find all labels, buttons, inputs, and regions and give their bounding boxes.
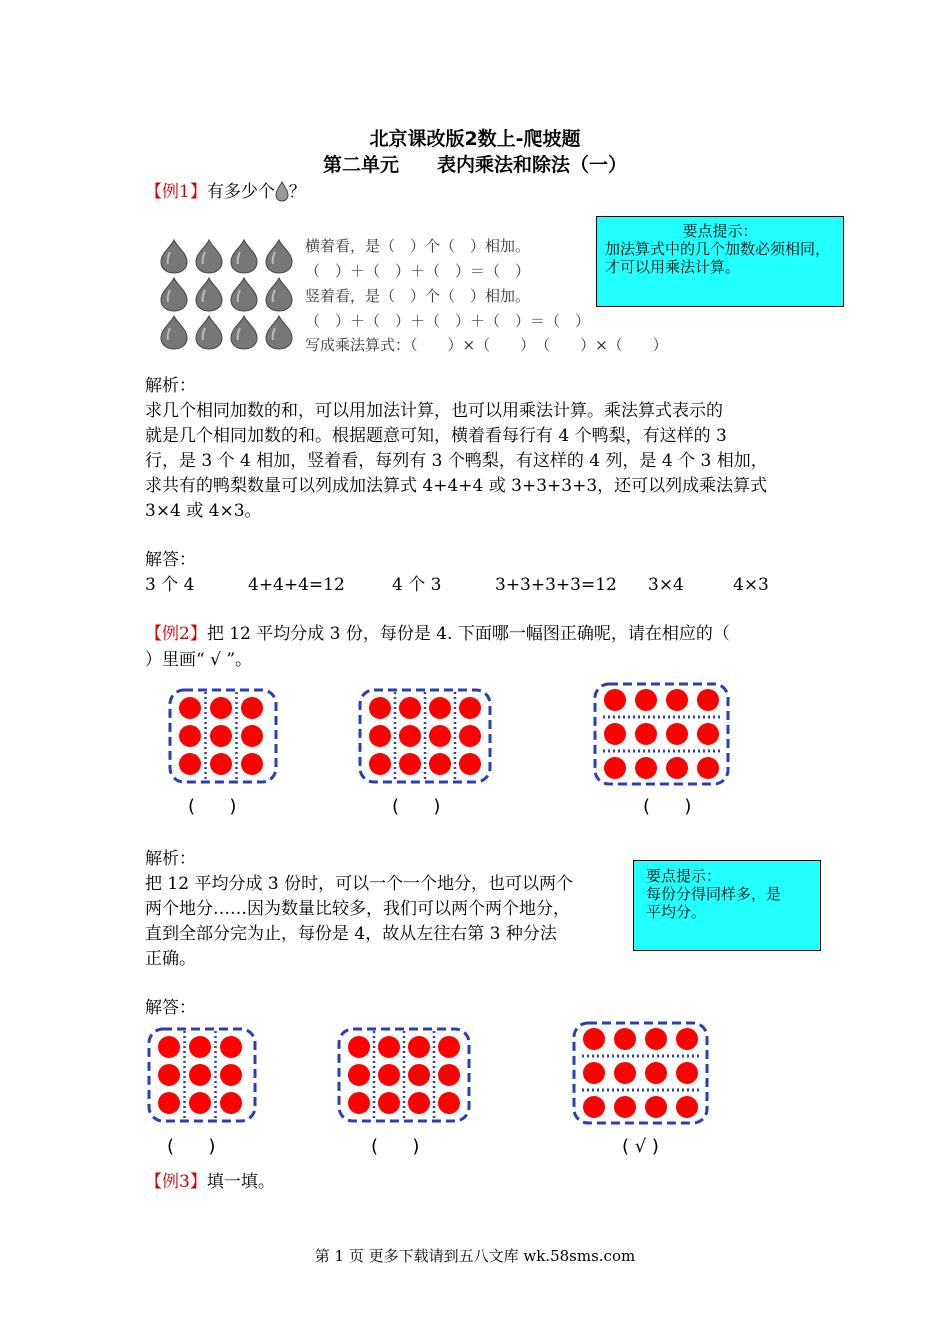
pear-icon <box>275 181 289 201</box>
pear-icon <box>161 240 187 273</box>
red-dot <box>158 1064 180 1086</box>
red-dot <box>189 1036 211 1058</box>
division-figure-c <box>593 682 730 786</box>
example-3-text: 填一填。 <box>206 1172 275 1192</box>
red-dot <box>210 753 232 775</box>
red-dot <box>635 723 657 745</box>
red-dot <box>604 757 626 779</box>
red-dot <box>408 1064 430 1086</box>
red-dot <box>158 1092 180 1114</box>
red-dot <box>635 757 657 779</box>
unit-title: 第二单元 表内乘法和除法（一） <box>322 154 627 176</box>
pear-icon <box>231 316 257 349</box>
pear-icon <box>196 278 222 311</box>
ex1-answer-item: 4+4+4=12 <box>248 575 345 595</box>
answer-paren-b: ( ) <box>371 1136 420 1157</box>
red-dot <box>429 697 451 719</box>
red-dot <box>645 1096 667 1118</box>
red-dot <box>438 1064 460 1086</box>
red-dot <box>645 1062 667 1084</box>
ex1-answer-item: 4×3 <box>733 575 769 595</box>
red-dot <box>666 757 688 779</box>
answer-figure-c <box>572 1021 709 1125</box>
example-2-question-line-2: ）里画“ √ ”。 <box>145 650 253 670</box>
division-figure-a <box>168 688 278 784</box>
ex2-analysis-line: 两个地分……因为数量比较多，我们可以两个两个地分， <box>145 899 570 919</box>
red-dot <box>408 1036 430 1058</box>
red-dot <box>583 1096 605 1118</box>
red-dot <box>676 1096 698 1118</box>
red-dot <box>614 1062 636 1084</box>
example-2-question <box>145 622 730 647</box>
red-dot <box>378 1092 400 1114</box>
hint-box-2-body: 每份分得同样多，是 <box>646 885 782 903</box>
red-dot <box>408 1092 430 1114</box>
doc-title: 北京课改版2数上-爬坡题 <box>369 128 581 150</box>
ex1-analysis-label: 解析： <box>145 376 196 396</box>
red-dot <box>459 697 481 719</box>
red-dot <box>429 753 451 775</box>
red-dot <box>189 1092 211 1114</box>
red-dot <box>369 753 391 775</box>
ex1-answer-label: 解答： <box>145 550 196 570</box>
example-1-tag: 【例1】 <box>145 182 207 202</box>
answer-paren-b[interactable]: ( ) <box>392 796 441 817</box>
ex2-analysis-line: 正确。 <box>145 949 196 969</box>
ex1-answer-item: 3 个 4 <box>145 575 195 595</box>
ex1-analysis-line: 3×4 或 4×3。 <box>145 501 262 521</box>
red-dot <box>241 697 263 719</box>
hint-box-1-title: 要点提示： <box>682 222 758 240</box>
ex1-line-2: （ ）＋（ ）＋（ ）＝（ ） <box>305 262 531 280</box>
red-dot <box>614 1096 636 1118</box>
red-dot <box>645 1028 667 1050</box>
red-dot <box>189 1064 211 1086</box>
red-dot <box>369 725 391 747</box>
red-dot <box>369 697 391 719</box>
red-dot <box>158 1036 180 1058</box>
red-dot <box>378 1036 400 1058</box>
red-dot <box>179 753 201 775</box>
pear-icon <box>266 316 292 349</box>
ex1-line-5: 写成乘法算式：（ ）×（ ） （ ）×（ ） <box>305 336 668 354</box>
red-dot <box>666 689 688 711</box>
red-dot <box>241 753 263 775</box>
red-dot <box>459 753 481 775</box>
red-dot <box>459 725 481 747</box>
answer-paren-c[interactable]: ( ) <box>643 796 692 817</box>
red-dot <box>604 689 626 711</box>
red-dot <box>348 1064 370 1086</box>
ex2-analysis-label: 解析： <box>145 849 196 869</box>
example-1-question-text: 有多少个 <box>206 182 275 202</box>
hint-box-2 <box>633 860 821 951</box>
answer-figure-b <box>337 1027 471 1123</box>
pear-icon <box>161 316 187 349</box>
ex1-answer-item: 4 个 3 <box>392 575 442 595</box>
ex1-line-1: 横着看，是（ ）个（ ）相加。 <box>305 237 531 255</box>
ex2-analysis-line: 把 12 平均分成 3 份时，可以一个一个地分，也可以两个 <box>145 874 574 894</box>
ex1-answer-item: 3×4 <box>648 575 684 595</box>
answer-paren-c-checked: ( √ ) <box>622 1136 659 1157</box>
red-dot <box>666 723 688 745</box>
red-dot <box>697 723 719 745</box>
ex1-analysis-line: 行，是 3 个 4 相加，竖着看，每列有 3 个鸭梨，有这样的 4 列，是 4 个 3 相加， <box>145 451 768 471</box>
hint-box-2-body: 平均分。 <box>646 903 707 921</box>
red-dot <box>399 753 421 775</box>
example-1-question <box>145 180 306 205</box>
red-dot <box>697 757 719 779</box>
pear-icon <box>266 240 292 273</box>
ex1-analysis-line: 求几个相同加数的和，可以用加法计算，也可以用乘法计算。乘法算式表示的 <box>145 401 723 421</box>
ex1-analysis-line: 求共有的鸭梨数量可以列成加法算式 4+4+4 或 3+3+3+3，还可以列成乘法算式 <box>145 476 768 496</box>
pear-grid <box>155 236 300 351</box>
red-dot <box>676 1028 698 1050</box>
ex2-analysis-line: 直到全部分完为止，每份是 4，故从左往右第 3 种分法 <box>145 924 557 944</box>
red-dot <box>438 1036 460 1058</box>
ex1-line-3: 竖着看，是（ ）个（ ）相加。 <box>305 287 531 305</box>
red-dot <box>438 1092 460 1114</box>
answer-paren-a: ( ) <box>167 1136 216 1157</box>
red-dot <box>210 697 232 719</box>
example-2-question-line-1: 把 12 平均分成 3 份，每份是 4. 下面哪一幅图正确呢，请在相应的（ <box>206 624 730 644</box>
red-dot <box>399 697 421 719</box>
pear-icon <box>196 240 222 273</box>
ex1-answer-item: 3+3+3+3=12 <box>495 575 617 595</box>
red-dot <box>635 689 657 711</box>
example-3 <box>145 1170 275 1195</box>
example-2-tag: 【例2】 <box>145 624 207 644</box>
red-dot <box>241 725 263 747</box>
ex1-analysis-line: 就是几个相同加数的和。根据题意可知，横着看每行有 4 个鸭梨，有这样的 3 <box>145 426 727 446</box>
red-dot <box>220 1092 242 1114</box>
example-1-question-end: ？ <box>288 182 306 202</box>
pear-icon <box>196 316 222 349</box>
hint-box-1-body: 加法算式中的几个加数必须相同，才可以用乘法计算。 <box>605 240 831 276</box>
red-dot <box>583 1028 605 1050</box>
pear-icon <box>231 278 257 311</box>
red-dot <box>179 697 201 719</box>
red-dot <box>583 1062 605 1084</box>
division-figure-b <box>358 688 492 784</box>
red-dot <box>378 1064 400 1086</box>
red-dot <box>399 725 421 747</box>
ex2-answer-label: 解答： <box>145 998 196 1018</box>
red-dot <box>220 1036 242 1058</box>
pear-icon <box>231 240 257 273</box>
pear-icon <box>266 278 292 311</box>
red-dot <box>697 689 719 711</box>
red-dot <box>429 725 451 747</box>
hint-box-2-title: 要点提示： <box>646 867 722 885</box>
hint-box-1 <box>596 216 844 307</box>
ex1-line-4: （ ）＋（ ）＋（ ）＋（ ）＝（ ） <box>305 312 591 330</box>
red-dot <box>604 723 626 745</box>
red-dot <box>348 1092 370 1114</box>
page-footer: 第 1 页 更多下载请到五八文库 wk.58sms.com <box>314 1247 636 1265</box>
example-3-tag: 【例3】 <box>145 1172 207 1192</box>
red-dot <box>348 1036 370 1058</box>
answer-paren-a[interactable]: ( ) <box>188 796 237 817</box>
red-dot <box>676 1062 698 1084</box>
red-dot <box>179 725 201 747</box>
red-dot <box>210 725 232 747</box>
red-dot <box>220 1064 242 1086</box>
answer-figure-a <box>147 1027 257 1123</box>
pear-icon <box>161 278 187 311</box>
red-dot <box>614 1028 636 1050</box>
